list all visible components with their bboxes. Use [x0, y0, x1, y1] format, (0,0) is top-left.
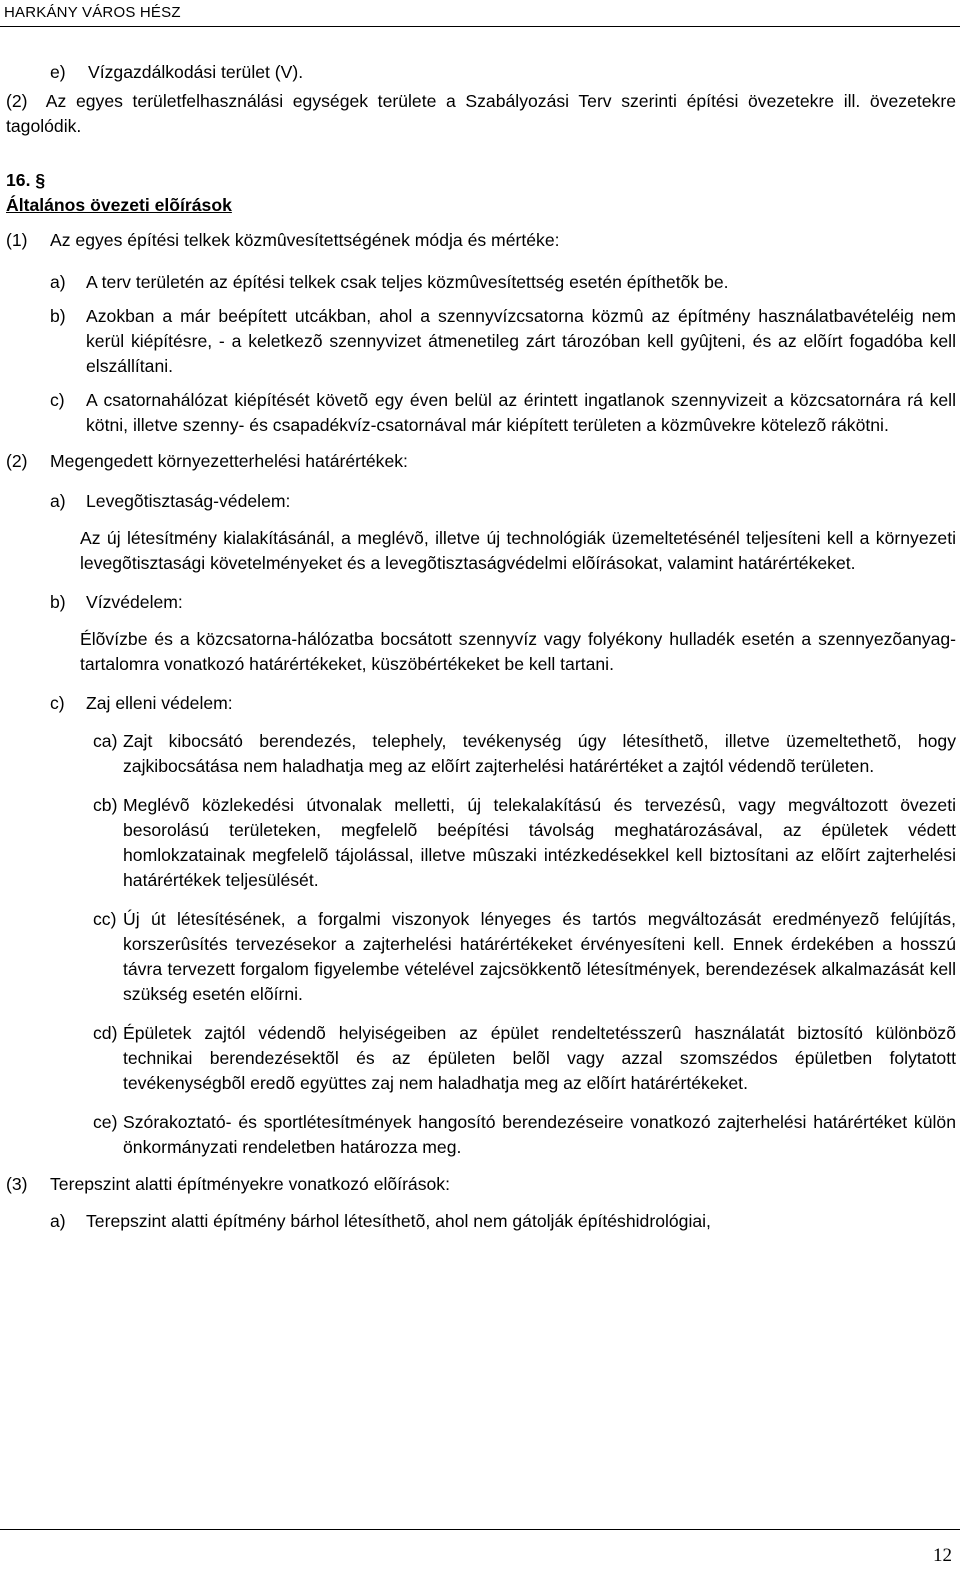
item-text: Szórakoztató- és sportlétesítmények hangosító berendezéseire vonatkozó zajterhelési határértéket külön önkormányzati rendeletben határozza meg. [123, 1112, 956, 1157]
header-title: HARKÁNY VÁROS HÉSZ [4, 4, 181, 21]
list-item-2c [50, 691, 956, 716]
list-item-ce [93, 1110, 956, 1160]
paragraph-label: (2) [6, 91, 28, 111]
item-label: c) [50, 390, 65, 410]
item-text: Terepszint alatti építmény bárhol létesíthetõ, ahol nem gátolják építéshidrológiai, [86, 1211, 711, 1231]
footer-rule [0, 1529, 960, 1530]
document-body [0, 60, 960, 1234]
item-text: A terv területén az építési telkek csak teljes közmûvesítettség esetén építhetõk be. [86, 272, 729, 292]
paragraph-text: Megengedett környezetterhelési határértékek: [50, 451, 408, 471]
item-text: Zajt kibocsátó berendezés, telephely, tevékenység úgy létesíthetõ, illetve üzemeltethetõ, hogy zajkibocsátása nem haladhatja meg az elõírt zajterhelési határértéket a zajtól védendõ területen. [123, 731, 956, 776]
section-number: 16. § [6, 170, 46, 190]
paragraph-text: Az egyes építési telkek közmûvesítettségének módja és mértéke: [50, 230, 560, 250]
section-symbol: § [35, 170, 46, 190]
paragraph-2 [6, 449, 960, 474]
list-item-cc [93, 907, 956, 1007]
list-item-3a [50, 1209, 956, 1234]
paragraph-label: (2) [6, 451, 28, 471]
item-text: Levegõtisztaság-védelem: [86, 491, 291, 511]
item-body-2b: Élõvízbe és a közcsatorna-hálózatba bocsátott szennyvíz vagy folyékony hulladék esetén a szennyezõanyag-tartalomra vonatkozó határértékeket, küszöbértékeket be kell tartani. [80, 629, 956, 674]
list-item-2a [50, 489, 956, 514]
list-item-cb [93, 793, 956, 893]
item-label: c) [50, 693, 65, 713]
item-text: Meglévõ közlekedési útvonalak melletti, új telekalakítású és tervezésû, vagy megváltozott övezeti besorolású területeken, megfelelõ beépítési távolság meghatározásával, az épületek védett homlokzatainak megfelelõ tájolással, illetve mûszaki intézkedésekkel kell biztosítani az elõírt zajterhelési határértékek teljesülését. [123, 795, 956, 890]
item-label: a) [50, 272, 66, 292]
paragraph-text: Terepszint alatti építményekre vonatkozó elõírások: [50, 1174, 450, 1194]
list-item-1c [50, 388, 956, 438]
list-item-2b [50, 590, 956, 615]
item-label: cc) [93, 909, 117, 929]
item-label: ce) [93, 1112, 118, 1132]
item-label: b) [50, 592, 66, 612]
item-text: A csatornahálózat kiépítését követõ egy éven belül az érintett ingatlanok szennyvizeit a közcsatornára rá kell kötni, illetve szenny- és csapadékvíz-csatornával már kiépített területen a közmûvekre kötelezõ rákötni. [86, 390, 956, 435]
list-item-1a [50, 270, 956, 295]
header-rule [0, 26, 960, 27]
item-text: Új út létesítésének, a forgalmi viszonyok lényeges és tartós megváltozását eredményezõ felújítás, korszerûsítés tervezésekor a zajterhelési határértékeket érvényesíteni kell. Ennek érdekében a hosszú távra tervezett forgalom figyelembe vételével zajcsökkentõ létesítmények, berendezések alkalmazását kell szükség esetén elõírni. [123, 909, 956, 1004]
item-text: Azokban a már beépített utcákban, ahol a szennyvízcsatorna közmû az építmény használatbavételéig nem kerül kiépítésre, - a keletkezõ szennyvizet átmenetileg zárt tározóban kell gyûjteni, és az elõírt fogadóba kell elszállítani. [86, 306, 956, 376]
item-text: Vízgazdálkodási terület (V). [88, 62, 304, 82]
item-body-2a: Az új létesítmény kialakításánál, a meglévõ, illetve új technológiák üzemeltetésénél teljesíteni kell a környezeti levegõtisztasági követelményeket és a levegõtisztaságvédelmi elõírásokat, valamint határértékeket. [80, 528, 956, 573]
item-label: cb) [93, 795, 118, 815]
item-text: Épületek zajtól védendõ helyiségeiben az épület rendeltetésszerû használatát biztosító különbözõ technikai berendezésektõl és az épületen belõl vagy azzal szomszédos épületben folytatott tevékenységbõl eredõ együttes zaj nem haladhatja meg az elõírt határértékeket. [123, 1023, 956, 1093]
paragraph-3 [6, 1172, 960, 1197]
item-label: a) [50, 1211, 66, 1231]
list-item-e [50, 60, 960, 85]
paragraph-label: (1) [6, 230, 28, 250]
paragraph-1 [6, 228, 960, 253]
paragraph-label: (3) [6, 1174, 28, 1194]
item-label: ca) [93, 731, 118, 751]
item-label: e) [50, 62, 66, 82]
section-title: Általános övezeti elõírások [6, 195, 232, 215]
item-label: b) [50, 306, 66, 326]
page-number: 12 [933, 1545, 952, 1566]
list-item-ca [93, 729, 956, 779]
list-item-1b [50, 304, 956, 379]
item-label: a) [50, 491, 66, 511]
list-item-cd [93, 1021, 956, 1096]
paragraph-text: Az egyes területfelhasználási egységek területe a Szabályozási Terv szerinti építési övezetekre ill. övezetekre tagolódik. [6, 91, 956, 136]
item-text: Zaj elleni védelem: [86, 693, 233, 713]
item-text: Vízvédelem: [86, 592, 183, 612]
item-label: cd) [93, 1023, 118, 1043]
paragraph-2-intro [6, 89, 956, 139]
